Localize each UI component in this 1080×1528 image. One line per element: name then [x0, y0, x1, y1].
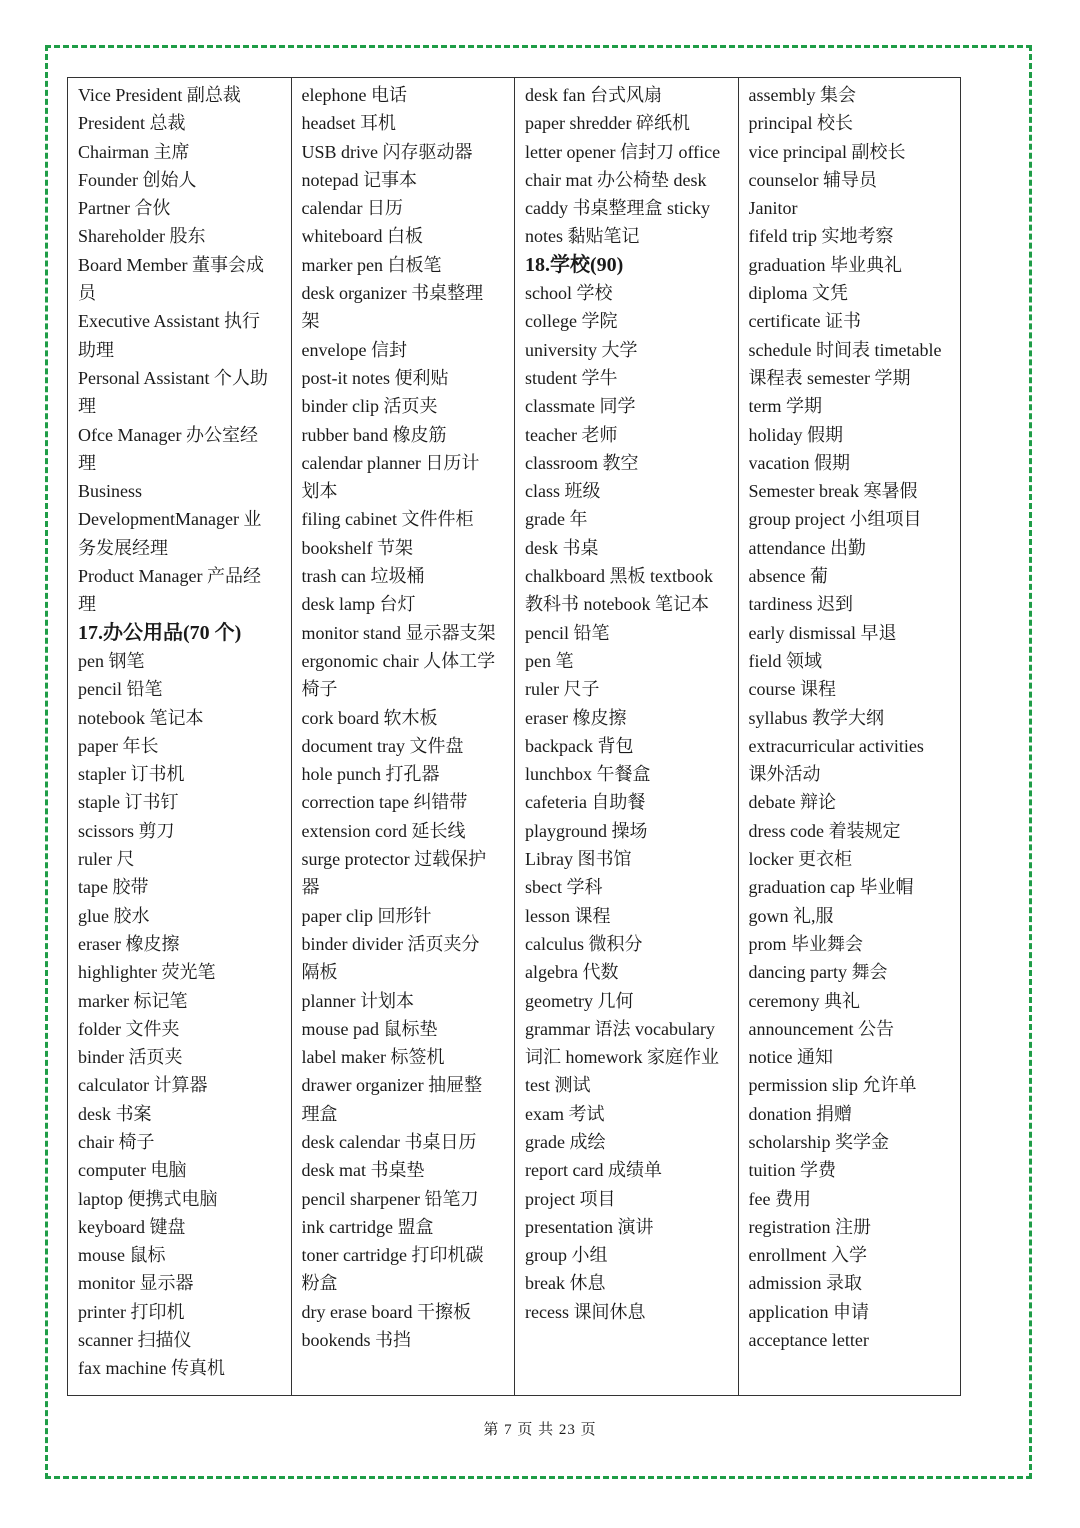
vocab-line: USB drive 闪存驱动器: [301, 141, 473, 162]
vocab-line: eraser 橡皮擦: [525, 707, 627, 728]
vocab-line: monitor 显示器: [78, 1273, 194, 1294]
column-3: [515, 78, 739, 1395]
vocab-line: early dismissal 早退: [748, 622, 897, 643]
vocab-line: pen 钢笔: [78, 650, 145, 671]
vocab-line: student 学牛: [525, 367, 618, 388]
vocab-line: test 测试: [525, 1075, 591, 1096]
vocab-line: scanner 扫描仪: [78, 1330, 192, 1351]
vocab-line: exam 考试: [525, 1103, 605, 1124]
vocab-line: stapler 订书机: [78, 764, 185, 785]
vocab-line: pen 笔: [525, 650, 574, 671]
vocab-line: classmate 同学: [525, 396, 636, 417]
vocab-line: Chairman 主席: [78, 141, 190, 162]
vocab-line: chair mat 办公椅垫 desk: [525, 169, 707, 190]
vocab-line: marker pen 白板笔: [301, 254, 442, 275]
vocab-line: Personal Assistant 个人助: [78, 367, 269, 388]
vocab-line: lunchbox 午餐盒: [525, 764, 651, 785]
vocab-line: donation 捐赠: [748, 1103, 852, 1124]
vocab-line: admission 录取: [748, 1273, 863, 1294]
vocab-line: Product Manager 产品经: [78, 566, 261, 587]
vocab-line: trash can 垃圾桶: [301, 566, 425, 587]
vocab-line: tuition 学费: [748, 1160, 837, 1181]
vocab-line: field 领域: [748, 650, 822, 671]
vocab-line: glue 胶水: [78, 905, 150, 926]
vocab-line: label maker 标签机: [301, 1047, 445, 1068]
vocab-line: enrollment 入学: [748, 1245, 867, 1266]
vocab-line: keyboard 键盘: [78, 1216, 186, 1237]
section-heading: 17.办公用品(70 个): [78, 621, 242, 644]
vocab-line: 词汇 homework 家庭作业: [525, 1047, 719, 1068]
vocab-line: 课程表 semester 学期: [748, 367, 911, 388]
vocab-line: extracurricular activities: [748, 735, 924, 756]
vocab-line: document tray 文件盘: [301, 735, 464, 756]
vocab-line: group project 小组项目: [748, 509, 922, 530]
vocab-line: filing cabinet 文件件柜: [301, 509, 474, 530]
vocab-line: break 休息: [525, 1273, 606, 1294]
vocab-line: 隔板: [301, 962, 338, 983]
vocab-line: tape 胶带: [78, 877, 149, 898]
vocab-line: 划本: [301, 481, 338, 502]
vocab-line: notebook 笔记本: [78, 707, 204, 728]
vocab-line: Business: [78, 481, 143, 502]
vocab-line: group 小组: [525, 1245, 608, 1266]
vocab-line: paper shredder 碎纸机: [525, 113, 690, 134]
vocab-line: mouse pad 鼠标垫: [301, 1018, 438, 1039]
vocab-line: mouse 鼠标: [78, 1245, 166, 1266]
vocab-line: correction tape 纠错带: [301, 792, 468, 813]
vocab-line: Executive Assistant 执行: [78, 311, 260, 332]
vocab-line: teacher 老师: [525, 424, 618, 445]
vocab-line: dress code 着装规定: [748, 820, 901, 841]
vocab-line: dry erase board 干擦板: [301, 1301, 471, 1322]
vocab-line: laptop 便携式电脑: [78, 1188, 218, 1209]
vocab-line: syllabus 教学大纲: [748, 707, 885, 728]
vocab-line: fee 费用: [748, 1188, 811, 1209]
vocab-line: scissors 剪刀: [78, 820, 175, 841]
vocab-line: recess 课间休息: [525, 1301, 646, 1322]
vocab-line: computer 电脑: [78, 1160, 187, 1181]
vocab-line: counselor 辅导员: [748, 169, 877, 190]
vocab-line: course 课程: [748, 679, 836, 700]
vocab-line: absence 葡: [748, 566, 828, 587]
vocab-line: cafeteria 自助餐: [525, 792, 646, 813]
vocab-line: fax machine 传真机: [78, 1358, 225, 1379]
vocab-line: 课外活动: [748, 764, 821, 785]
vocab-line: desk fan 台式风扇: [525, 85, 662, 105]
vocab-line: desk calendar 书桌日历: [301, 1131, 477, 1152]
vocab-line: college 学院: [525, 311, 618, 332]
vocab-line: highlighter 荧光笔: [78, 962, 216, 983]
vocab-line: chalkboard 黑板 textbook: [525, 566, 713, 587]
vocab-line: certificate 证书: [748, 311, 861, 332]
vocab-line: ergonomic chair 人体工学: [301, 650, 496, 671]
vocab-line: 架: [301, 311, 320, 332]
vocab-line: graduation cap 毕业帽: [748, 877, 914, 898]
vocab-line: ruler 尺: [78, 849, 135, 870]
vocab-line: desk 书案: [78, 1103, 152, 1124]
vocab-line: chair 椅子: [78, 1131, 155, 1152]
vocab-line: principal 校长: [748, 113, 853, 134]
vocab-line: geometry 几何: [525, 990, 634, 1011]
column-1: [68, 78, 292, 1395]
vocab-line: backpack 背包: [525, 735, 634, 756]
vocab-line: 理: [78, 452, 96, 473]
vocab-line: debate 辩论: [748, 792, 836, 813]
vocab-line: staple 订书钉: [78, 792, 179, 813]
vocab-line: desk 书桌: [525, 537, 599, 558]
vocab-line: drawer organizer 抽屉整: [301, 1075, 483, 1096]
vocab-line: school 学校: [525, 283, 613, 304]
vocab-line: announcement 公告: [748, 1018, 894, 1039]
vocab-line: pencil sharpener 铅笔刀: [301, 1188, 479, 1209]
vocab-line: Vice President 副总裁: [78, 85, 241, 105]
vocab-line: diploma 文凭: [748, 283, 848, 304]
vocab-line: 粉盒: [301, 1273, 338, 1294]
vocab-line: bookshelf 节架: [301, 537, 413, 558]
vocab-line: grade 年: [525, 509, 588, 530]
vocab-line: report card 成绩单: [525, 1160, 662, 1181]
vocab-line: desk mat 书桌垫: [301, 1160, 425, 1181]
vocab-line: Libray 图书馆: [525, 849, 632, 870]
vocab-line: playground 操场: [525, 820, 648, 841]
vocab-line: university 大学: [525, 339, 638, 360]
vocab-line: desk lamp 台灯: [301, 594, 416, 615]
vocab-line: attendance 出勤: [748, 537, 866, 558]
vocab-line: acceptance letter: [748, 1330, 869, 1351]
vocab-line: pencil 铅笔: [78, 679, 163, 700]
vocab-line: Janitor: [748, 198, 798, 219]
page-number-footer: 第 7 页 共 23 页: [483, 1422, 597, 1438]
column-2: [292, 78, 516, 1395]
vocab-line: whiteboard 白板: [301, 226, 423, 247]
vocab-line: sbect 学科: [525, 877, 603, 898]
vocab-line: permission slip 允许单: [748, 1075, 917, 1096]
vocab-line: schedule 时间表 timetable: [748, 339, 942, 360]
vocab-line: fifeld trip 实地考察: [748, 226, 894, 247]
vocab-line: DevelopmentManager 业: [78, 509, 262, 530]
vocab-line: Ofce Manager 办公室经: [78, 424, 258, 445]
vocab-line: headset 耳机: [301, 113, 396, 134]
vocab-line: 理: [78, 396, 96, 417]
vocab-line: binder clip 活页夹: [301, 396, 438, 417]
vocab-line: 教科书 notebook 笔记本: [525, 594, 709, 615]
vocab-line: classroom 教空: [525, 452, 639, 473]
vocab-line: monitor stand 显示器支架: [301, 622, 496, 643]
vocab-line: calculator 计算器: [78, 1075, 208, 1096]
vocab-line: printer 打印机: [78, 1301, 185, 1322]
vocab-line: cork board 软木板: [301, 707, 438, 728]
vocab-line: registration 注册: [748, 1216, 871, 1237]
vocab-line: ceremony 典礼: [748, 990, 860, 1011]
vocab-line: grammar 语法 vocabulary: [525, 1018, 715, 1039]
vocab-line: 理盒: [301, 1103, 338, 1124]
vocab-line: 器: [301, 877, 320, 898]
vocab-line: President 总裁: [78, 113, 186, 134]
vocab-line: notice 通知: [748, 1047, 833, 1068]
vocab-line: envelope 信封: [301, 339, 407, 360]
vocab-line: calendar planner 日历计: [301, 452, 480, 473]
vocab-line: Semester break 寒暑假: [748, 481, 918, 502]
vocab-line: term 学期: [748, 396, 822, 417]
vocab-line: calculus 微积分: [525, 933, 643, 954]
vocab-line: dancing party 舞会: [748, 962, 888, 983]
vocab-line: Partner 合伙: [78, 198, 171, 219]
vocabulary-table: [67, 77, 961, 1396]
vocab-line: application 申请: [748, 1301, 869, 1322]
vocab-line: caddy 书桌整理盒 sticky: [525, 198, 710, 219]
vocab-line: scholarship 奖学金: [748, 1131, 889, 1152]
vocab-line: gown 礼,服: [748, 905, 834, 926]
column-4: [739, 78, 963, 1395]
vocab-line: vice principal 副校长: [748, 141, 906, 162]
vocab-line: extension cord 延长线: [301, 820, 466, 841]
vocab-line: presentation 演讲: [525, 1216, 654, 1237]
vocab-line: ruler 尺子: [525, 679, 600, 700]
vocab-line: binder 活页夹: [78, 1047, 183, 1068]
vocab-line: grade 成绘: [525, 1131, 606, 1152]
vocab-line: rubber band 橡皮筋: [301, 424, 447, 445]
vocab-line: class 班级: [525, 481, 601, 502]
vocab-line: paper 年长: [78, 735, 159, 756]
vocab-line: 理: [78, 594, 96, 615]
vocab-line: notes 黏贴笔记: [525, 226, 640, 247]
vocab-line: Board Member 董事会成: [78, 254, 264, 275]
vocab-line: pencil 铅笔: [525, 622, 610, 643]
vocab-line: elephone 电话: [301, 85, 407, 105]
vocab-line: 务发展经理: [78, 537, 168, 558]
vocab-line: toner cartridge 打印机碳: [301, 1245, 484, 1266]
vocab-line: assembly 集会: [748, 85, 856, 105]
vocab-line: vacation 假期: [748, 452, 850, 473]
vocab-line: folder 文件夹: [78, 1018, 180, 1039]
section-heading: 18.学校(90): [525, 253, 624, 276]
vocab-line: planner 计划本: [301, 990, 414, 1011]
vocab-line: 椅子: [301, 679, 338, 700]
vocab-line: paper clip 回形针: [301, 905, 432, 926]
vocab-line: marker 标记笔: [78, 990, 188, 1011]
vocab-line: tardiness 迟到: [748, 594, 853, 615]
vocab-line: bookends 书挡: [301, 1330, 411, 1351]
vocab-line: 员: [78, 283, 96, 304]
vocab-line: Founder 创始人: [78, 169, 197, 190]
vocab-line: calendar 日历: [301, 198, 403, 219]
vocab-line: graduation 毕业典礼: [748, 254, 902, 275]
vocab-line: eraser 橡皮擦: [78, 933, 180, 954]
vocab-line: prom 毕业舞会: [748, 933, 863, 954]
vocab-line: ink cartridge 盟盒: [301, 1216, 434, 1237]
vocab-line: 助理: [78, 339, 114, 360]
vocab-line: project 项目: [525, 1188, 616, 1209]
vocab-line: algebra 代数: [525, 962, 619, 983]
vocab-line: post-it notes 便利贴: [301, 367, 449, 388]
vocab-line: holiday 假期: [748, 424, 843, 445]
vocab-line: surge protector 过载保护: [301, 849, 487, 870]
vocab-line: hole punch 打孔器: [301, 764, 440, 785]
vocab-line: Shareholder 股东: [78, 226, 206, 247]
vocab-line: binder divider 活页夹分: [301, 933, 480, 954]
vocab-line: lesson 课程: [525, 905, 611, 926]
vocab-line: letter opener 信封刀 office: [525, 141, 721, 162]
vocab-line: locker 更衣柜: [748, 849, 852, 870]
vocab-line: notepad 记事本: [301, 169, 417, 190]
vocab-line: desk organizer 书桌整理: [301, 283, 484, 304]
